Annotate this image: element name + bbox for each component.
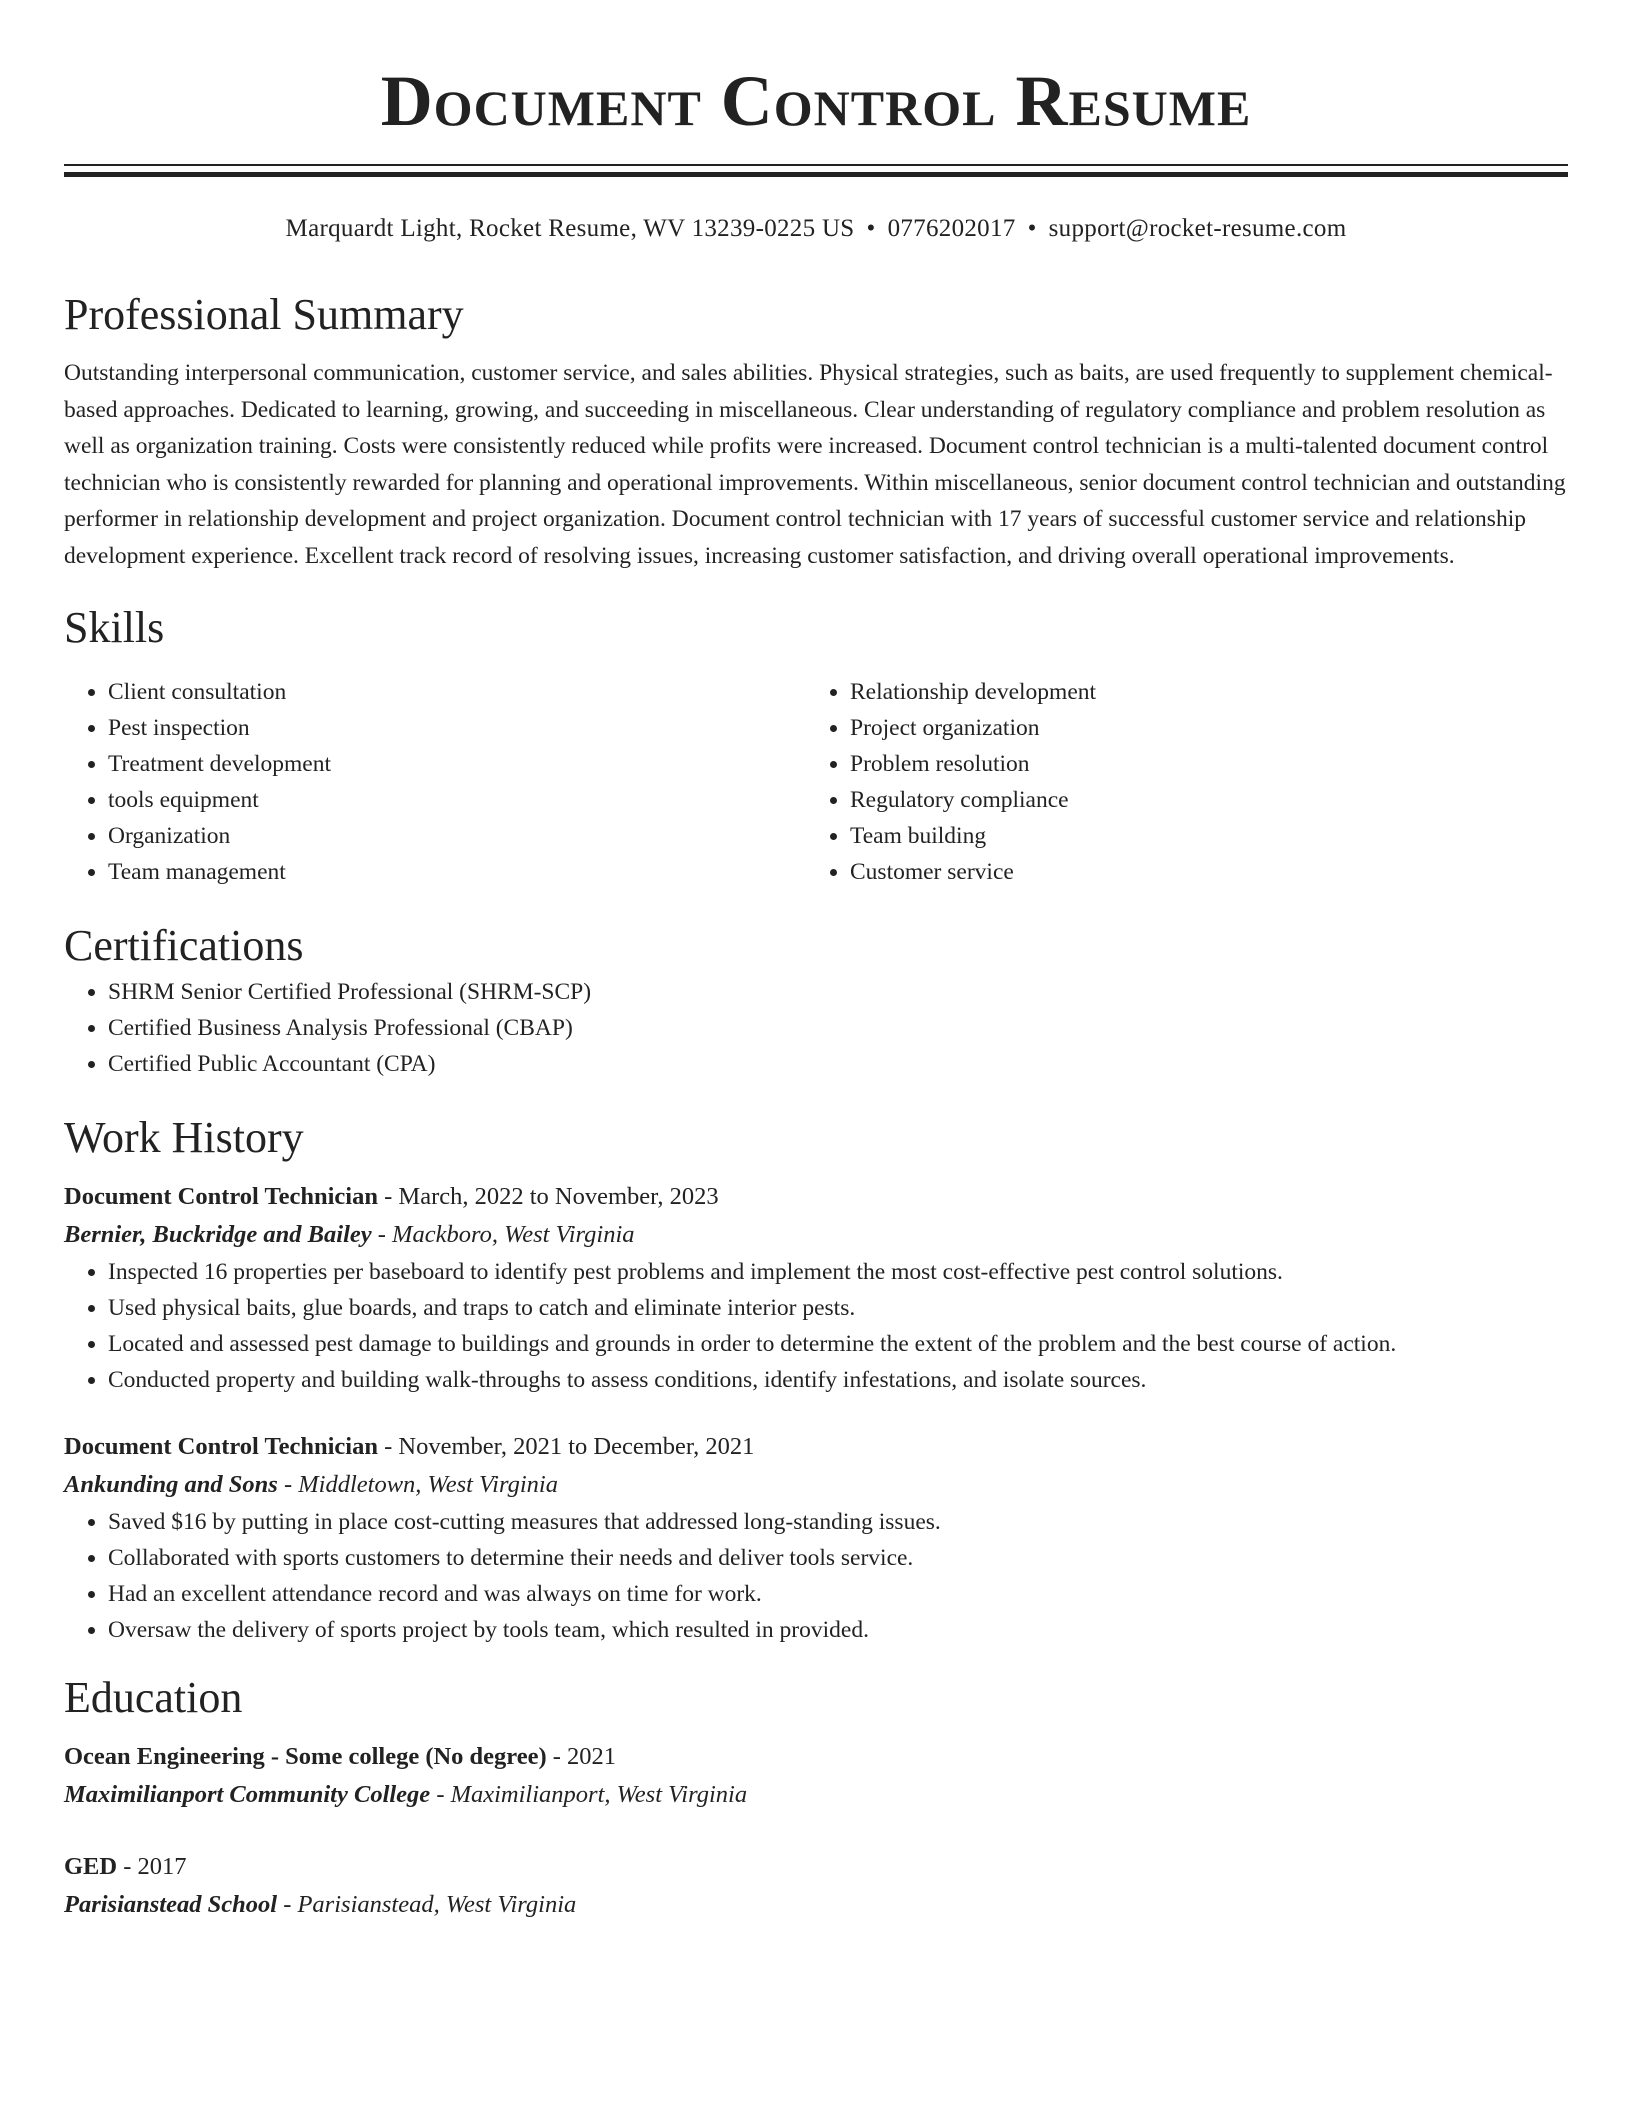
skill-item: • Treatment development xyxy=(108,746,806,782)
job-entry xyxy=(64,1178,1568,1398)
education-school-line xyxy=(64,1886,1568,1924)
education-school: Maximilianport Community College xyxy=(64,1781,431,1808)
job-bullet: • Located and assessed pest damage to buildings and grounds in order to determine the extent of the problem and the best course of action. xyxy=(108,1326,1568,1362)
skill-item: • Client consultation xyxy=(108,674,806,710)
skill-item: • Team building xyxy=(850,818,1548,854)
certifications-heading: Certifications xyxy=(64,921,304,970)
certification-item: • SHRM Senior Certified Professional (SHRM-SCP) xyxy=(108,974,1568,1010)
skill-item: • Project organization xyxy=(850,710,1548,746)
certification-item: • Certified Business Analysis Professional (CBAP) xyxy=(108,1010,1568,1046)
title-divider-thin xyxy=(64,164,1568,166)
job-title: Document Control Technician xyxy=(64,1183,378,1210)
job-company: Ankunding and Sons xyxy=(64,1471,278,1498)
contact-separator: • xyxy=(1027,215,1037,242)
job-company: Bernier, Buckridge and Bailey xyxy=(64,1221,372,1248)
skills-heading: Skills xyxy=(64,603,165,652)
skill-item: • Problem resolution xyxy=(850,746,1548,782)
job-company-line xyxy=(64,1466,1568,1504)
skills-columns xyxy=(64,674,1568,890)
job-entry xyxy=(64,1428,1568,1648)
skill-item: • Organization xyxy=(108,818,806,854)
job-location: - Middletown, West Virginia xyxy=(277,1471,558,1498)
skill-item: • Pest inspection xyxy=(108,710,806,746)
summary-text: Outstanding interpersonal communication, customer service, and sales abilities. Physical strategies, such as baits, are used frequently to supplement chemical-based approaches. Dedicated to learning, growing, and succeeding in miscellaneous. Clear understanding of regulatory compliance and problem resolution as well as organization training. Costs were consistently reduced while profits were increased. Document control technician is a multi-talented document control technician who is consistently rewarded for planning and operational improvements. Within miscellaneous, senior document control technician and outstanding performer in relationship development and project organization. Document control technician with 17 years of successful customer service and relationship development experience. Excellent track record of resolving issues, increasing customer satisfaction, and driving overall operational improvements. xyxy=(64,360,1566,569)
job-title: Document Control Technician xyxy=(64,1433,378,1460)
job-bullet: • Inspected 16 properties per baseboard to identify pest problems and implement the most cost-effective pest control solutions. xyxy=(108,1254,1568,1290)
skills-list-right xyxy=(806,674,1548,890)
contact-phone: 0776202017 xyxy=(887,215,1016,242)
skill-item: • Regulatory compliance xyxy=(850,782,1548,818)
education-degree: GED xyxy=(64,1853,118,1880)
job-bullets xyxy=(64,1504,1568,1648)
job-bullet: • Collaborated with sports customers to determine their needs and deliver tools service. xyxy=(108,1540,1568,1576)
education-degree: Ocean Engineering - Some college (No degree) xyxy=(64,1743,547,1770)
work-history-heading: Work History xyxy=(64,1113,304,1162)
job-location: - Mackboro, West Virginia xyxy=(371,1221,635,1248)
resume-title: Document Control Resume xyxy=(380,61,1252,141)
job-bullet: • Conducted property and building walk-throughs to assess conditions, identify infestations, and isolate sources. xyxy=(108,1362,1568,1398)
contact-line xyxy=(64,211,1568,247)
job-company-line xyxy=(64,1216,1568,1254)
education-entry xyxy=(64,1738,1568,1814)
contact-separator: • xyxy=(866,215,876,242)
job-title-line xyxy=(64,1428,1568,1466)
job-title-line xyxy=(64,1178,1568,1216)
job-bullet: • Had an excellent attendance record and was always on time for work. xyxy=(108,1576,1568,1612)
contact-address: Marquardt Light, Rocket Resume, WV 13239-0225 US xyxy=(285,215,855,242)
skill-item: • Relationship development xyxy=(850,674,1548,710)
skills-list-left xyxy=(64,674,806,890)
job-bullets xyxy=(64,1254,1568,1398)
title-divider-thick xyxy=(64,172,1568,177)
summary-heading: Professional Summary xyxy=(64,290,464,339)
job-bullet: • Saved $16 by putting in place cost-cutting measures that addressed long-standing issues. xyxy=(108,1504,1568,1540)
education-year: - 2017 xyxy=(117,1853,187,1880)
skill-item: • tools equipment xyxy=(108,782,806,818)
education-school-line xyxy=(64,1776,1568,1814)
education-location: - Parisianstead, West Virginia xyxy=(277,1891,577,1918)
job-dates: - November, 2021 to December, 2021 xyxy=(378,1433,755,1460)
contact-email: support@rocket-resume.com xyxy=(1048,215,1347,242)
job-bullet: • Used physical baits, glue boards, and traps to catch and eliminate interior pests. xyxy=(108,1290,1568,1326)
education-degree-line xyxy=(64,1738,1568,1776)
education-location: - Maximilianport, West Virginia xyxy=(430,1781,748,1808)
job-bullet: • Oversaw the delivery of sports project by tools team, which resulted in provided. xyxy=(108,1612,1568,1648)
education-year: - 2021 xyxy=(546,1743,617,1770)
education-entry xyxy=(64,1848,1568,1924)
education-heading: Education xyxy=(64,1673,243,1722)
education-school: Parisianstead School xyxy=(64,1891,278,1918)
certifications-list xyxy=(64,974,1568,1082)
education-degree-line xyxy=(64,1848,1568,1886)
certification-item: • Certified Public Accountant (CPA) xyxy=(108,1046,1568,1082)
job-dates: - March, 2022 to November, 2023 xyxy=(378,1183,719,1210)
skill-item: • Customer service xyxy=(850,854,1548,890)
skill-item: • Team management xyxy=(108,854,806,890)
